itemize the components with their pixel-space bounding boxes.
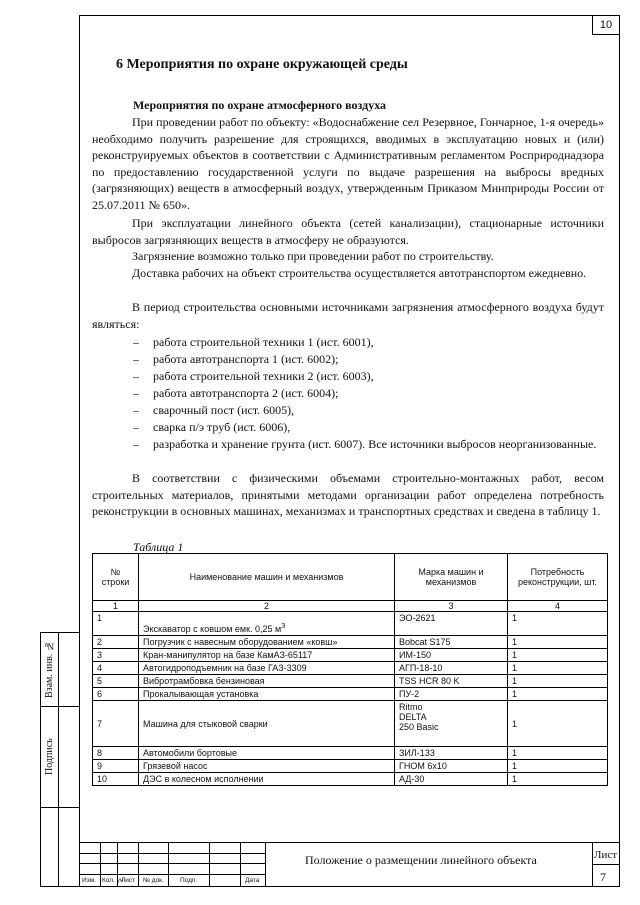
table-column-numbers: [93, 601, 608, 612]
sheet-number: 7: [600, 870, 606, 884]
column-number: 1: [93, 601, 139, 612]
cell-brand: TSS HCR 80 K: [395, 675, 508, 688]
title-block-col-line: [209, 842, 210, 887]
header-row-number: № строки: [93, 554, 139, 601]
list-item: – сварочный пост (ист. 6005),: [133, 403, 295, 417]
cell-name: Машина для стыковой сварки: [139, 701, 395, 747]
cell-name: Погрузчик с навесным оборудованием «ковш»: [139, 636, 395, 649]
cell-number: 10: [93, 773, 139, 786]
cell-brand: ЭО-2621: [395, 612, 508, 636]
machinery-table: [92, 553, 608, 786]
title-block-row-line: [79, 863, 265, 864]
table-header-row: [93, 554, 608, 601]
column-number: 3: [395, 601, 508, 612]
cell-number: 3: [93, 649, 139, 662]
title-block-label: Кол. уч: [102, 877, 124, 884]
cell-brand: АД-30: [395, 773, 508, 786]
table-row: [93, 675, 608, 688]
cell-brand: Bobcat S175: [395, 636, 508, 649]
cell-quantity: 1: [508, 612, 608, 636]
column-number: 2: [139, 601, 395, 612]
cell-number: 1: [93, 612, 139, 636]
cell-quantity: 1: [508, 747, 608, 760]
cell-name: Автогидроподъемник на базе ГАЗ-3309: [139, 662, 395, 675]
header-brand: Марка машин и механизмов: [395, 554, 508, 601]
title-block-label: Лист: [121, 877, 136, 884]
paragraph-pollution: Загрязнение возможно только при проведении работ по строительству.: [132, 249, 494, 263]
cell-name-text: Экскаватор с ковшом емк. 0,25 м: [143, 624, 282, 634]
cell-number: 9: [93, 760, 139, 773]
cell-name: ДЭС в колесном исполнении: [139, 773, 395, 786]
cell-brand-line: 250 Basic: [399, 722, 439, 732]
cell-name-superscript: 3: [281, 621, 286, 630]
cell-brand-line: Ritmo: [399, 702, 423, 712]
paragraph-sources-intro: В период строительства основными источниками загрязнения атмосферного воздуха будут являться:: [92, 300, 604, 331]
cell-quantity: 1: [508, 760, 608, 773]
table-row: [93, 773, 608, 786]
table-row: [93, 649, 608, 662]
side-stamp-bottom-cell: [40, 807, 80, 887]
title-block-label: Подп.: [180, 877, 198, 884]
paragraph-permit: При проведении работ по объекту: «Водоснабжение сел Резервное, Гончарное, 1-я очередь» необходимо получить разрешение для строящихся, вводимых в эксплуатацию новых и (или) реконструируемых объектов в соответствии с Административным регламентом Росприроднадзора по предоставлению государственной услуги по выдаче разрешения на выбросы вредных (загрязняющих) веществ в атмосферный воздух, утвержденным Приказом Минприроды России от 25.07.2011 № 650».: [92, 115, 604, 212]
list-item: – разработка и хранение грунта (ист. 6007). Все источники выбросов неорганизованные.: [133, 437, 597, 451]
cell-quantity: 1: [508, 675, 608, 688]
table-row: [93, 701, 608, 747]
cell-name: Автомобили бортовые: [139, 747, 395, 760]
paragraph-operation: При эксплуатации линейного объекта (сетей канализации), стационарные источники выбросов загрязняющих веществ в атмосферу не образуются.: [92, 216, 604, 247]
cell-brand: ИМ-150: [395, 649, 508, 662]
cell-name: Кран-манипулятор на базе КамАЗ-65117: [139, 649, 395, 662]
document-title: Положение о размещении линейного объекта: [305, 853, 537, 867]
cell-number: 2: [93, 636, 139, 649]
cell-quantity: 1: [508, 662, 608, 675]
cell-quantity: 1: [508, 701, 608, 747]
paragraph-delivery: Доставка рабочих на объект строительства осуществляется автотранспортом ежедневно.: [132, 266, 587, 280]
cell-name: [139, 612, 395, 636]
header-name: Наименование машин и механизмов: [139, 554, 395, 601]
sheet-label: Лист: [594, 849, 618, 861]
title-block-sheet-line: [592, 864, 620, 865]
title-block-label: Изм.: [82, 877, 96, 884]
table-row: [93, 662, 608, 675]
section-subheading: Мероприятия по охране атмосферного воздуха: [133, 98, 387, 112]
side-stamp-signature-label: Подпись: [44, 738, 55, 776]
title-block-top-line: [79, 842, 620, 843]
cell-brand-line: DELTA: [399, 712, 427, 722]
cell-number: 4: [93, 662, 139, 675]
table-caption: Таблица 1: [133, 540, 184, 554]
side-stamp-replace-label: Взам. инв. №: [44, 640, 55, 698]
title-block-label: Дата: [245, 877, 260, 884]
cell-quantity: 1: [508, 636, 608, 649]
title-block-col-line: [240, 842, 241, 887]
title-block-row-line: [79, 874, 265, 875]
cell-brand: ГНОМ 6х10: [395, 760, 508, 773]
cell-brand: ЗИЛ-133: [395, 747, 508, 760]
list-item: – сварка п/э труб (ист. 6006),: [133, 420, 291, 434]
paragraph-table-intro: В соответствии с физическими объемами строительно-монтажных работ, весом строительных материалов, принятыми методами организации работ определена потребность реконструкции в основных машинах, механизмах и транспортных средствах и сведена в таблицу 1.: [92, 471, 604, 518]
cell-name: Грязевой насос: [139, 760, 395, 773]
cell-brand: АГП-18-10: [395, 662, 508, 675]
table-row: [93, 760, 608, 773]
list-item: – работа строительной техники 1 (ист. 6001),: [133, 335, 374, 349]
cell-number: 6: [93, 688, 139, 701]
cell-quantity: 1: [508, 688, 608, 701]
list-item: – работа автотранспорта 2 (ист. 6004);: [133, 386, 339, 400]
title-block-row-line: [79, 853, 265, 854]
cell-brand: [395, 701, 508, 747]
cell-number: 5: [93, 675, 139, 688]
cell-number: 7: [93, 701, 139, 747]
section-heading: 6 Мероприятия по охране окружающей среды: [116, 57, 408, 72]
title-block-col-line: [168, 842, 169, 887]
list-item: – работа строительной техники 2 (ист. 6003),: [133, 369, 374, 383]
table-row: [93, 688, 608, 701]
table-row: [93, 747, 608, 760]
column-number: 4: [508, 601, 608, 612]
title-block-col-line: [138, 842, 139, 887]
title-block-col-line: [100, 842, 101, 887]
title-block-col-line: [592, 842, 593, 887]
cell-name: Вибротрамбовка бензиновая: [139, 675, 395, 688]
table-row: [93, 612, 608, 636]
header-quantity: Потребность реконструкции, шт.: [508, 554, 608, 601]
cell-brand: ПУ-2: [395, 688, 508, 701]
page-number-top: 10: [592, 15, 620, 35]
cell-quantity: 1: [508, 773, 608, 786]
title-block-col-line: [265, 842, 266, 887]
cell-name: Прокалывающая установка: [139, 688, 395, 701]
list-item: – работа автотранспорта 1 (ист. 6002);: [133, 352, 339, 366]
table-row: [93, 636, 608, 649]
title-block-label: № док.: [143, 877, 164, 884]
cell-number: 8: [93, 747, 139, 760]
cell-quantity: 1: [508, 649, 608, 662]
